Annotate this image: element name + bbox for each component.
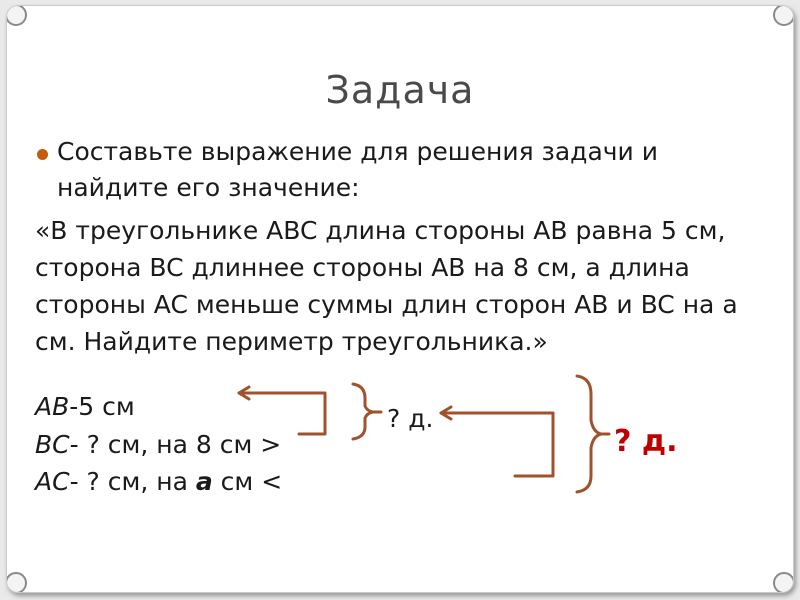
bracket-arrows — [7, 6, 793, 592]
slide-title: Задача — [325, 68, 475, 112]
side-label-ac: AC — [35, 467, 70, 496]
line-ac-text-after: см < — [212, 467, 283, 496]
total-answer: ? д. — [614, 424, 678, 459]
line-ac-text-before: - ? см, на — [69, 467, 196, 496]
arrow-to-partial — [441, 413, 553, 476]
small-bracket-icon — [353, 384, 373, 439]
large-bracket-icon — [577, 376, 601, 492]
side-label-bc: BC — [35, 430, 70, 459]
task-instruction: Составьте выражение для решения задачи и найдите его значение: — [57, 137, 658, 202]
problem-text: «В треугольнике ABC длина стороны AB равна 5 см, сторона BC длиннее стороны AB на 8 см, а длина стороны AC меньше суммы длин сторон AB и BC на а см. Найдите периметр треугольника.» — [35, 216, 738, 356]
variable-a: а — [195, 467, 213, 496]
line-ab-text: -5 см — [69, 392, 135, 421]
arrow-to-ab — [239, 393, 325, 434]
line-bc-text: - ? см, на 8 см > — [69, 430, 282, 459]
side-label-ab: AB — [35, 392, 70, 421]
partial-answer: ? д. — [387, 404, 434, 433]
slide — [6, 5, 794, 593]
